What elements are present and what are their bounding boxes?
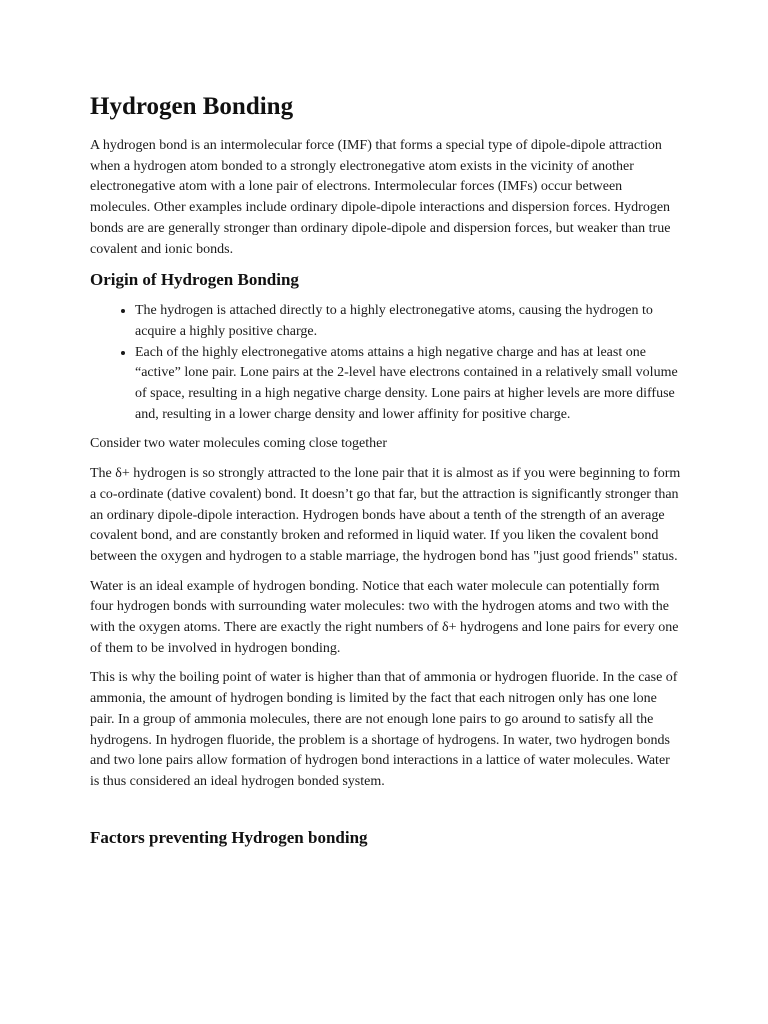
body-paragraph-1: Consider two water molecules coming close together — [90, 436, 388, 452]
body-paragraph-2: The δ+ hydrogen is so strongly attracted to the lone pair that it is almost as if you were beginning to form a co-ordinate (dative covalent) bond. It doesn’t go that far, but the attraction is significantly stronger than an ordinary dipole-dipole interaction. Hydrogen bonds have about a tenth of the strength of an average covalent bond, and are constantly broken and reformed in liquid water. If you liken the covalent bond between the oxygen and hydrogen to a stable marriage, the hydrogen bond has "just good friends" status. — [90, 466, 681, 564]
document-page — [90, 90, 682, 859]
body-paragraph-4: This is why the boiling point of water is higher than that of ammonia or hydrogen fluoride. In the case of ammonia, the amount of hydrogen bonding is limited by the fact that each nitrogen only has one lone pair. In a group of ammonia molecules, there are not enough lone pairs to go around to satisfy all the hydrogens. In hydrogen fluoride, the problem is a shortage of hydrogens. In water, two hydrogen bonds and two lone pairs allow formation of hydrogen bond interactions in a lattice of water molecules. Water is thus considered an ideal hydrogen bonded system. — [90, 670, 678, 789]
factors-heading: Factors preventing Hydrogen bonding — [90, 827, 368, 847]
origin-list — [90, 301, 682, 425]
origin-heading: Origin of Hydrogen Bonding — [90, 270, 299, 290]
intro-paragraph: A hydrogen bond is an intermolecular force (IMF) that forms a special type of dipole-dipole attraction when a hydrogen atom bonded to a strongly electronegative atom exists in the vicinity of another electronegative atom with a lone pair of electrons. Intermolecular forces (IMFs) occur between molecules. Other examples include ordinary dipole-dipole interactions and dispersion forces. Hydrogen bonds are are generally stronger than ordinary dipole-dipole and dispersion forces, but weaker than true covalent and ionic bonds. — [90, 138, 671, 257]
page-title: Hydrogen Bonding — [90, 93, 294, 120]
list-item: • The hydrogen is attached directly to a highly electronegative atoms, causing the hydrogen to acquire a highly positive charge. — [135, 301, 682, 342]
body-paragraph-3: Water is an ideal example of hydrogen bonding. Notice that each water molecule can potentially form four hydrogen bonds with surrounding water molecules: two with the hydrogen atoms and two with the with the oxygen atoms. There are exactly the right numbers of δ+ hydrogens and lone pairs for every one of them to be involved in hydrogen bonding. — [90, 578, 679, 656]
list-item: • Each of the highly electronegative atoms attains a high negative charge and has at least one “active” lone pair. Lone pairs at the 2-level have electrons contained in a relatively small volume of space, resulting in a high negative charge density. Lone pairs at higher levels are more diffuse and, resulting in a lower charge density and lower affinity for positive charge. — [135, 343, 682, 426]
